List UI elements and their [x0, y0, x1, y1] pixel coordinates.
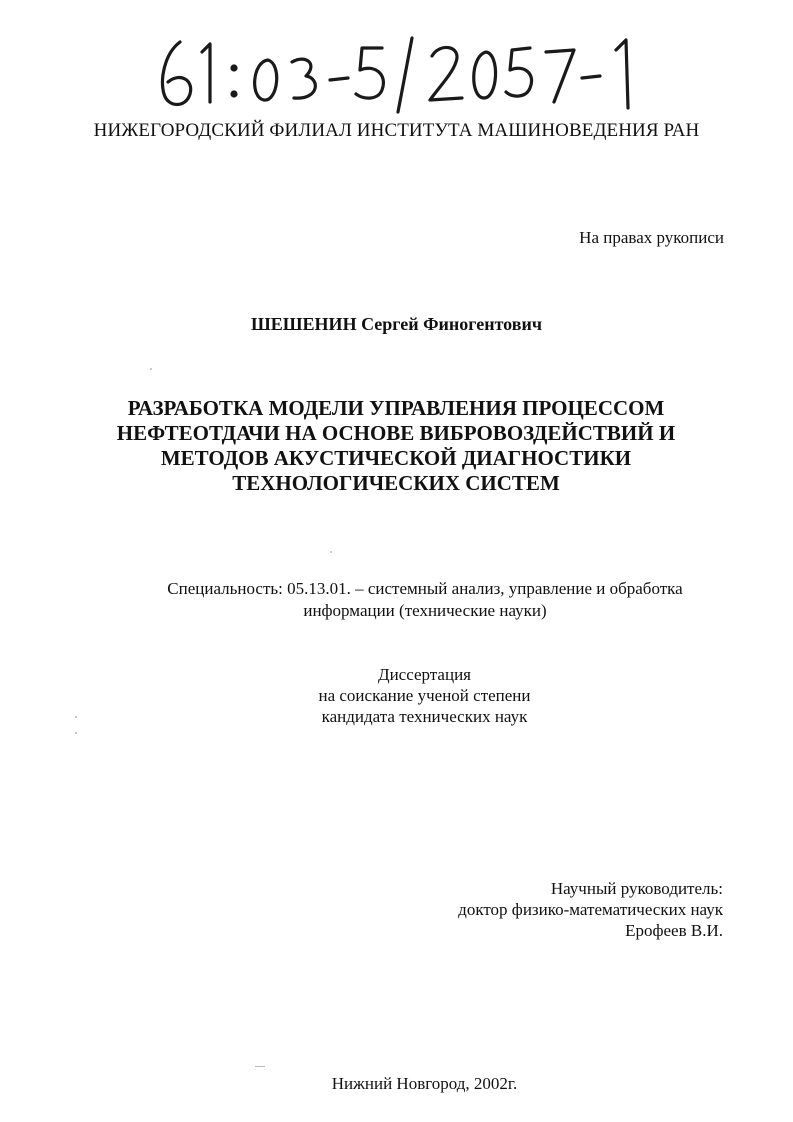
advisor-line: Ерофеев В.И. [625, 921, 723, 940]
degree-line: на соискание ученой степени [318, 686, 531, 705]
scan-speck [255, 1066, 265, 1067]
specialty-line: Специальность: 05.13.01. – системный анализ, управление и обработка [167, 579, 683, 598]
title-line: МЕТОДОВ АКУСТИЧЕСКОЙ ДИАГНОСТИКИ [160, 446, 632, 470]
scan-speck [75, 732, 77, 734]
specialty [120, 578, 730, 622]
title-line: НЕФТЕОТДАЧИ НА ОСНОВЕ ВИБРОВОЗДЕЙСТВИЙ И [116, 421, 676, 445]
degree-line: кандидата технических наук [321, 707, 528, 726]
institute-name: НИЖЕГОРОДСКИЙ ФИЛИАЛ ИНСТИТУТА МАШИНОВЕДЕНИЯ РАН [93, 120, 700, 141]
dissertation-title [96, 396, 696, 496]
rights-notice: На правах рукописи [579, 228, 724, 247]
advisor-line: доктор физико-математических наук [458, 900, 723, 919]
title-line: ТЕХНОЛОГИЧЕСКИХ СИСТЕМ [232, 471, 560, 495]
scan-speck [330, 551, 332, 553]
scan-speck [75, 716, 77, 718]
scan-speck [150, 368, 152, 370]
advisor-line: Научный руководитель: [550, 879, 723, 898]
degree-line: Диссертация [377, 665, 471, 684]
place-and-year: Нижний Новгород, 2002г. [331, 1074, 518, 1093]
scientific-advisor [458, 878, 723, 941]
handwritten-call-number [150, 28, 650, 116]
title-line: РАЗРАБОТКА МОДЕЛИ УПРАВЛЕНИЯ ПРОЦЕССОМ [127, 396, 665, 420]
specialty-line: информации (технические науки) [303, 601, 547, 620]
author-name: ШЕШЕНИН Сергей Финогентович [251, 314, 542, 334]
degree-statement [0, 664, 793, 727]
